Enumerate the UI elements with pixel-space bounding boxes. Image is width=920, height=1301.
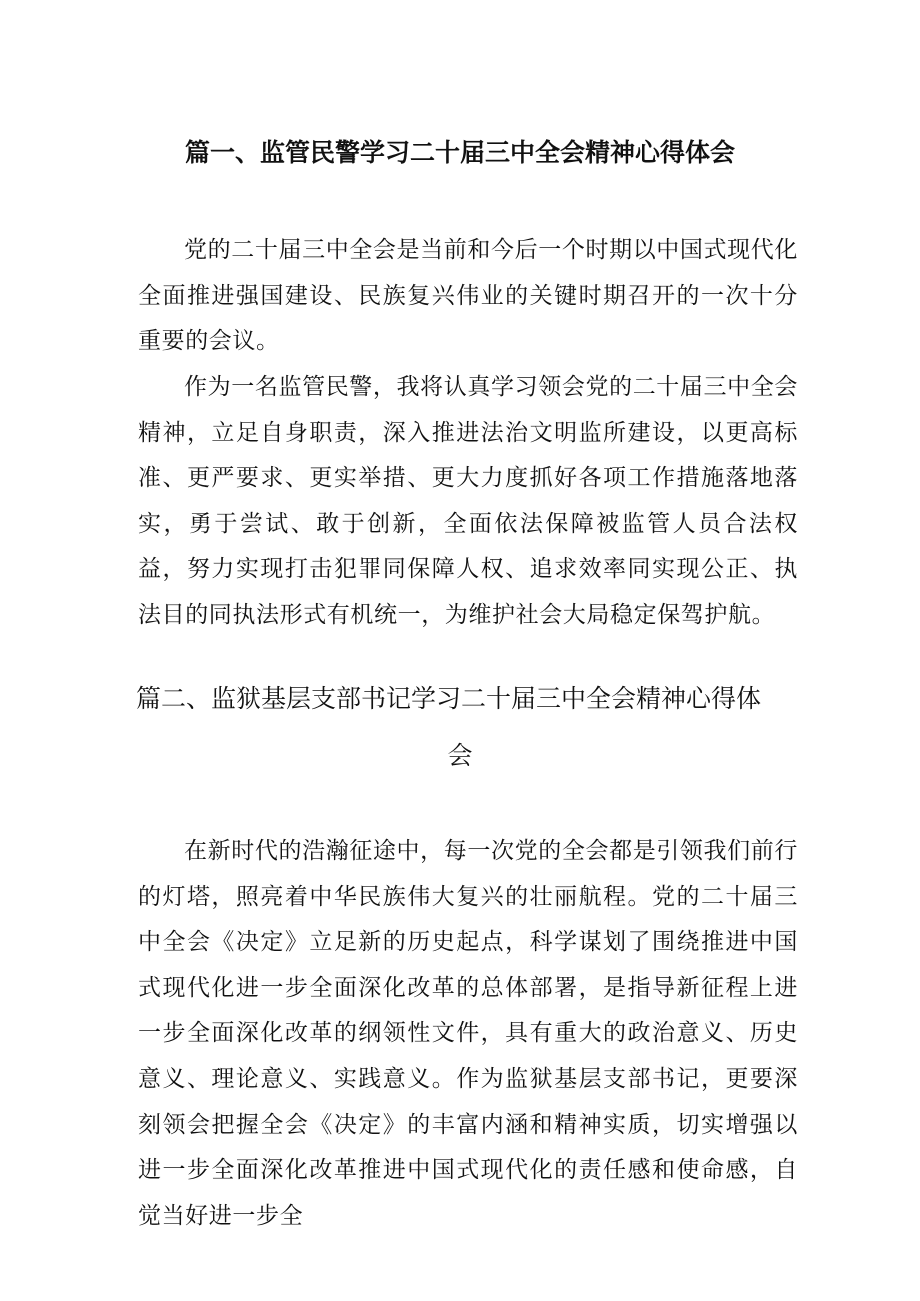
section2-title-continuation: 会 — [447, 741, 473, 770]
section1-paragraph-2: 作为一名监管民警，我将认真学习领会党的二十届三中全会精神，立足自身职责，深入推进法治文明监所建设，以更高标准、更严要求、更实举措、更大力度抓好各项工作措施落地落实，勇于尝试、敢于创新，全面依法保障被监管人员合法权益，努力实现打击犯罪同保障人权、追求效率同实现公正、执法目的同执法形式有机统一，为维护社会大局稳定保驾护航。 — [138, 374, 798, 628]
section2-title: 篇二、监狱基层支部书记学习二十届三中全会精神心得体 — [136, 684, 762, 713]
section1-title: 篇一、监管民警学习二十届三中全会精神心得体会 — [184, 138, 735, 167]
section2-paragraph-1: 在新时代的浩瀚征途中，每一次党的全会都是引领我们前行的灯塔，照亮着中华民族伟大复兴的壮丽航程。党的二十届三中全会《决定》立足新的历史起点，科学谋划了围绕推进中国式现代化进一步全面深化改革的总体部署，是指导新征程上进一步全面深化改革的纲领性文件，具有重大的政治意义、历史意义、理论意义、实践意义。作为监狱基层支部书记，更要深刻领会把握全会《决定》的丰富内涵和精神实质，切实增强以进一步全面深化改革推进中国式现代化的责任感和使命感，自觉当好进一步全 — [138, 838, 798, 1229]
section1-paragraph-1: 党的二十届三中全会是当前和今后一个时期以中国式现代化全面推进强国建设、民族复兴伟业的关键时期召开的一次十分重要的会议。 — [138, 237, 798, 355]
